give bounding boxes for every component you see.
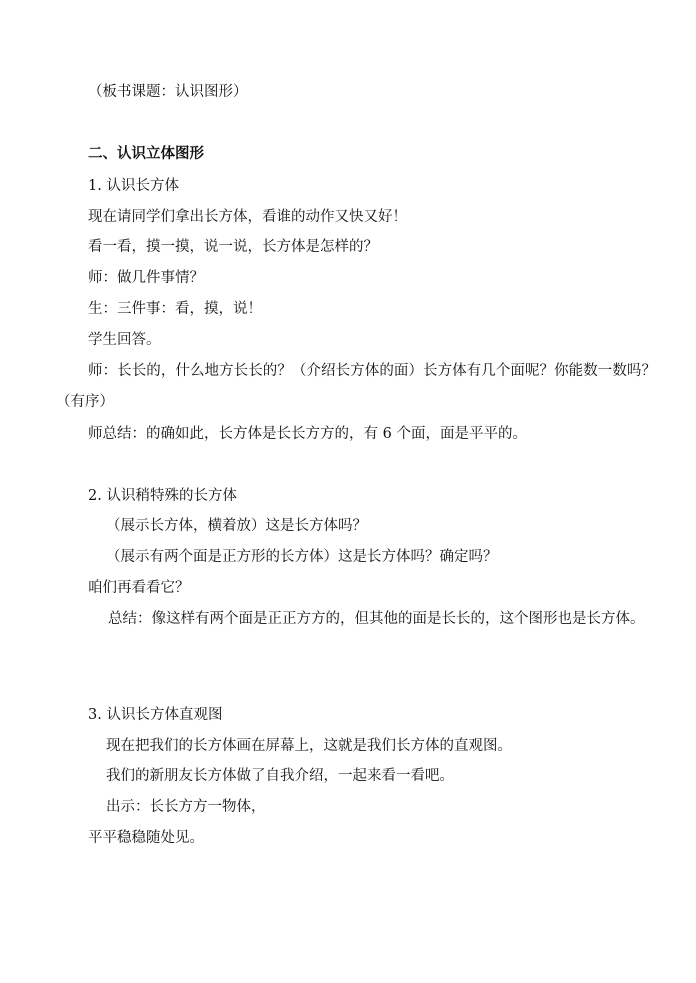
paragraph: 出示：长长方方一物体， <box>106 799 266 815</box>
paragraph: 我们的新朋友长方体做了自我介绍，一起来看一看吧。 <box>106 768 454 784</box>
paragraph: 平平稳稳随处见。 <box>88 830 204 846</box>
paragraph: （展示长方体，横着放）这是长方体吗？ <box>106 518 367 534</box>
paragraph: 生：三件事：看，摸，说！ <box>88 301 262 317</box>
paragraph: 现在请同学们拿出长方体，看谁的动作又快又好！ <box>88 209 407 225</box>
paragraph: 师总结：的确如此，长方体是长长方方的，有 6 个面，面是平平的。 <box>88 426 527 442</box>
paragraph: 学生回答。 <box>88 332 161 348</box>
paragraph: 看一看，摸一摸，说一说，长方体是怎样的？ <box>88 239 378 255</box>
paragraph: 现在把我们的长方体画在屏幕上，这就是我们长方体的直观图。 <box>106 738 512 754</box>
paragraph-wrapped: 师：长长的，什么地方长长的？（介绍长方体的面）长方体有几个面呢？你能数一数吗？（有序） <box>56 363 656 410</box>
board-title: （板书课题：认识图形） <box>88 84 248 100</box>
subsection-heading-3: 3. 认识长方体直观图 <box>88 707 223 723</box>
paragraph: （展示有两个面是正方形的长方体）这是长方体吗？确定吗？ <box>106 549 498 565</box>
paragraph-wrapped: 总结：像这样有两个面是正正方方的，但其他的面是长长的，这个图形也是长方体。 <box>108 611 645 627</box>
section-heading: 二、认识立体图形 <box>88 146 204 162</box>
paragraph: 师：做几件事情？ <box>88 270 204 286</box>
paragraph: 咱们再看看它？ <box>88 580 190 596</box>
subsection-heading-1: 1. 认识长方体 <box>88 178 179 194</box>
subsection-heading-2: 2. 认识稍特殊的长方体 <box>88 488 237 504</box>
